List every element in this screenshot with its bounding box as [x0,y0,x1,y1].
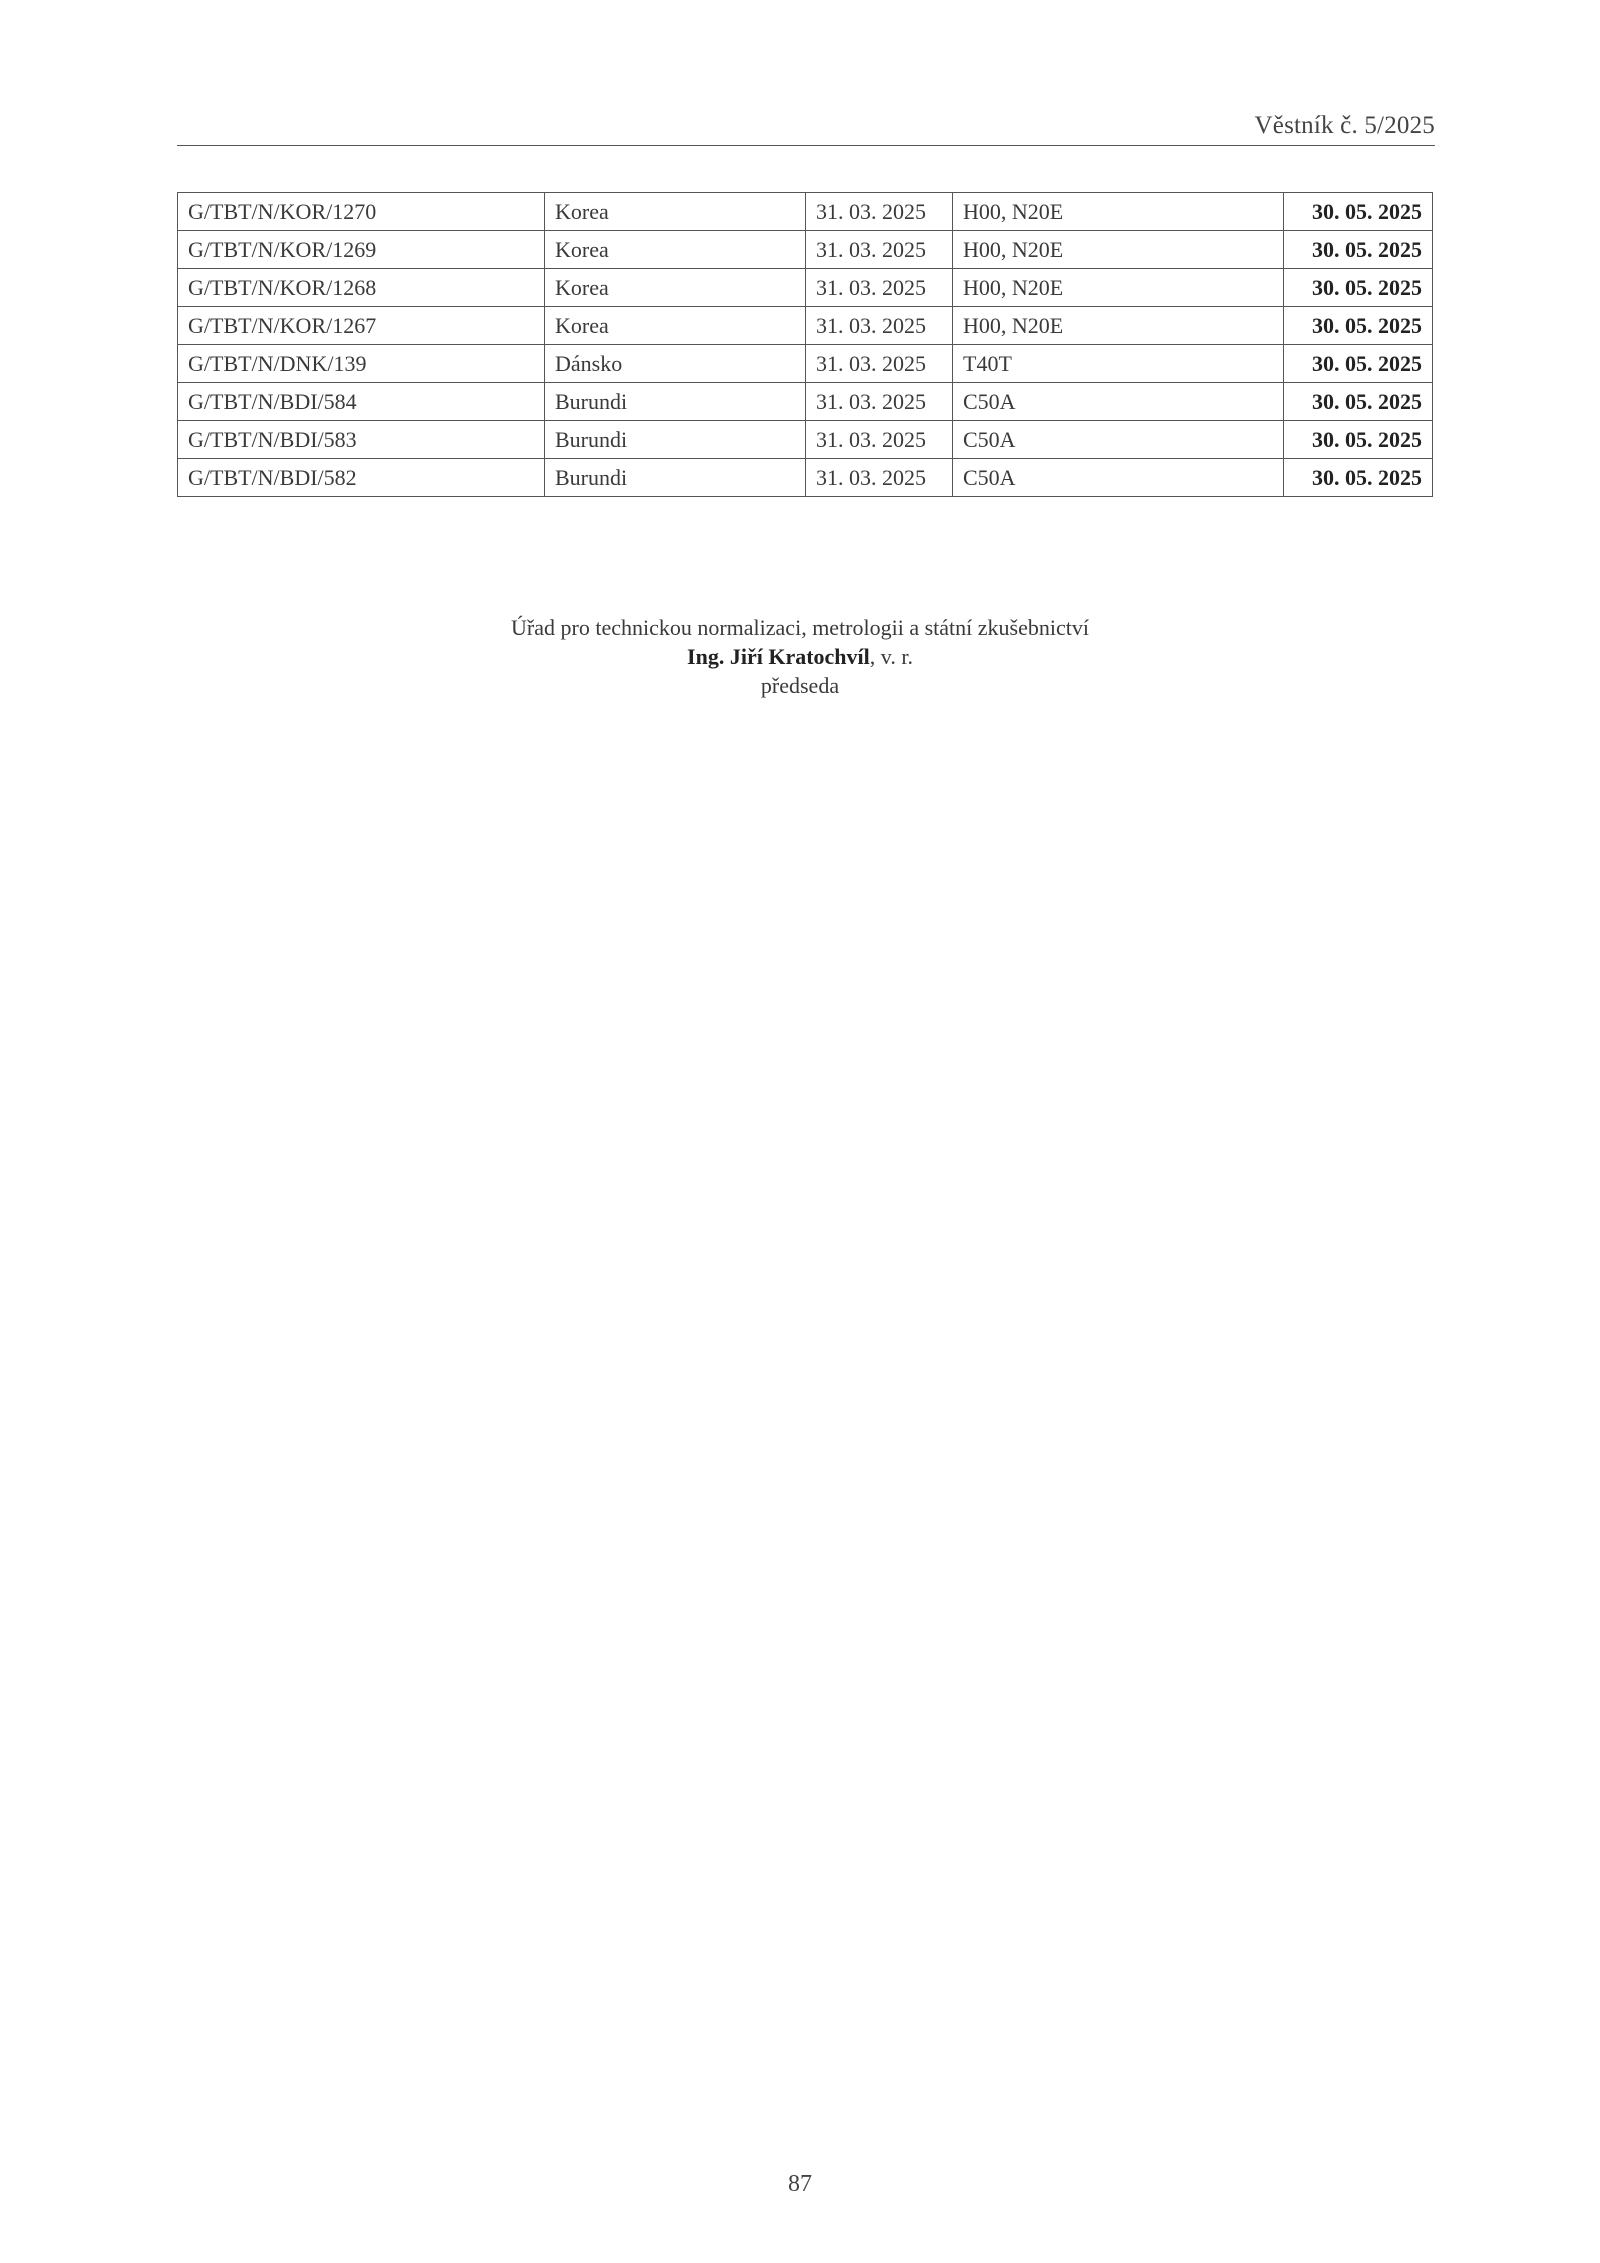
comment-deadline: 30. 05. 2025 [1284,231,1433,269]
bulletin-title: Věstník č. 5/2025 [1254,112,1435,139]
notifications-table-body [178,193,1433,497]
table-row [178,193,1433,231]
notifying-country: Korea [545,307,806,345]
product-code: T40T [953,345,1284,383]
product-code: C50A [953,459,1284,497]
page-number: 87 [788,2171,812,2197]
signatory-role: předseda [760,673,840,698]
product-code: H00, N20E [953,231,1284,269]
comment-deadline: 30. 05. 2025 [1284,307,1433,345]
notifying-country: Burundi [545,383,806,421]
signature-block [0,613,1600,700]
comment-deadline: 30. 05. 2025 [1284,269,1433,307]
notification-date: 31. 03. 2025 [806,231,953,269]
notification-symbol: G/TBT/N/BDI/582 [178,459,545,497]
signatory-line [0,642,1600,671]
notifying-country: Korea [545,269,806,307]
header-divider [177,145,1435,146]
comment-deadline: 30. 05. 2025 [1284,345,1433,383]
notification-date: 31. 03. 2025 [806,345,953,383]
notification-date: 31. 03. 2025 [806,459,953,497]
notification-symbol: G/TBT/N/BDI/583 [178,421,545,459]
product-code: H00, N20E [953,307,1284,345]
notification-symbol: G/TBT/N/KOR/1267 [178,307,545,345]
notification-date: 31. 03. 2025 [806,307,953,345]
notification-symbol: G/TBT/N/KOR/1269 [178,231,545,269]
notifying-country: Korea [545,193,806,231]
table-row [178,383,1433,421]
notification-date: 31. 03. 2025 [806,383,953,421]
table-row [178,421,1433,459]
office-name: Úřad pro technickou normalizaci, metrologii a státní zkušebnictví [511,615,1089,640]
notification-symbol: G/TBT/N/DNK/139 [178,345,545,383]
notification-date: 31. 03. 2025 [806,193,953,231]
comment-deadline: 30. 05. 2025 [1284,421,1433,459]
notification-symbol: G/TBT/N/BDI/584 [178,383,545,421]
notifying-country: Burundi [545,459,806,497]
notification-symbol: G/TBT/N/KOR/1268 [178,269,545,307]
signatory-name: Ing. Jiří Kratochvíl [687,644,870,669]
comment-deadline: 30. 05. 2025 [1284,459,1433,497]
notification-date: 31. 03. 2025 [806,269,953,307]
notifications-table [177,192,1433,497]
table-row [178,459,1433,497]
table-row [178,231,1433,269]
notification-symbol: G/TBT/N/KOR/1270 [178,193,545,231]
notifying-country: Dánsko [545,345,806,383]
product-code: H00, N20E [953,269,1284,307]
product-code: C50A [953,421,1284,459]
table-row [178,345,1433,383]
comment-deadline: 30. 05. 2025 [1284,383,1433,421]
notifying-country: Burundi [545,421,806,459]
table-row [178,307,1433,345]
product-code: H00, N20E [953,193,1284,231]
notifying-country: Korea [545,231,806,269]
table-row [178,269,1433,307]
notification-date: 31. 03. 2025 [806,421,953,459]
comment-deadline: 30. 05. 2025 [1284,193,1433,231]
signatory-suffix: , v. r. [869,644,913,669]
product-code: C50A [953,383,1284,421]
